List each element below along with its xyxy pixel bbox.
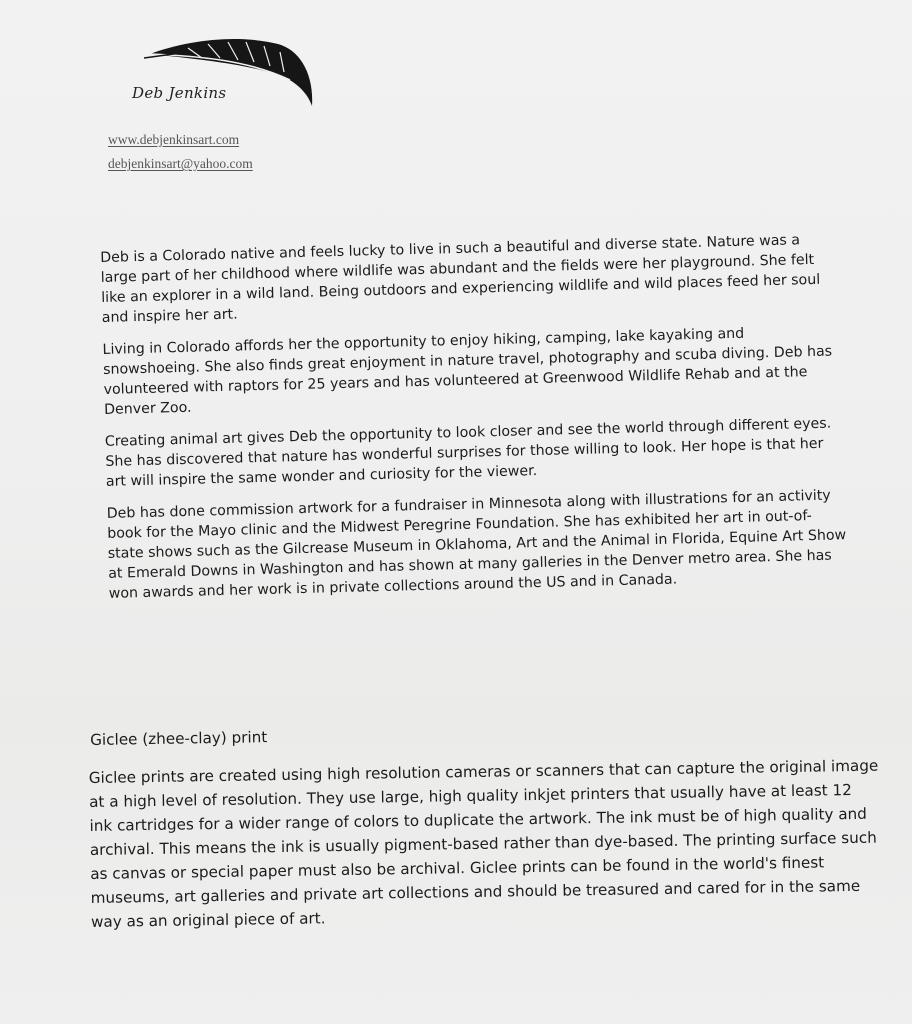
bio-paragraph: Deb is a Colorado native and feels lucky to live in such a beautiful and diverse state. Nature was a large part of her childhood where wildlife was abundant and the fields were her playground. She felt like an explorer in a wild land. Being outdoors and experiencing wildlife and wild places feed her soul and inspire her art. bbox=[100, 232, 821, 326]
bio-paragraph: Creating animal art gives Deb the opportunity to look closer and see the world through different eyes. She has discovered that nature has wonderful surprises for those willing to look. Her hope is that her art will inspire the same wonder and curiosity for the viewer. bbox=[104, 415, 832, 490]
website-link[interactable]: www.debjenkinsart.com bbox=[108, 132, 240, 147]
bio-paragraph: Living in Colorado affords her the opportunity to enjoy hiking, camping, lake kayaking and snowshoeing. She also finds great enjoyment in nature travel, photography and scuba diving. Deb has volunteered with raptors for 25 years and has volunteered at Greenwood Wildlife Rehab and at the Denver Zoo. bbox=[102, 325, 833, 418]
bio-paragraph: Deb has done commission artwork for a fundraiser in Minnesota along with illustrations for an activity book for the Mayo clinic and the Midwest Peregrine Foundation. She has exhibited her art in out-of-state shows such as the Gilcrease Museum in Oklahoma, Art and the Animal in Florida, Equine Art Show at Emerald Downs in Washington and has shown at many galleries in the Denver metro area. She has won awards and her work is in private collections around the US and in Canada. bbox=[106, 487, 847, 602]
email-link[interactable]: debjenkinsart@yahoo.com bbox=[108, 156, 253, 171]
giclee-heading: Giclee (zhee-clay) print bbox=[90, 728, 268, 749]
artist-bio bbox=[100, 229, 849, 616]
feather-icon bbox=[128, 34, 318, 116]
logo-name: Deb Jenkins bbox=[132, 84, 227, 102]
giclee-paragraph: Giclee prints are created using high resolution cameras or scanners that can capture the original image at a high level of resolution. They use large, high quality inkjet printers that usually have at least 12 ink cartridges for a wider range of colors to duplicate the artwork. The ink must be of high quality and archival. This means the ink is usually pigment-based rather than dye-based. The printing surface such as canvas or special paper must also be archival. Giclee prints can be found in the world's finest museums, art galleries and private art collections and should be treasured and cared for in the same way as an original piece of art. bbox=[88, 756, 879, 931]
giclee-section bbox=[88, 716, 881, 934]
artist-logo bbox=[128, 34, 318, 116]
